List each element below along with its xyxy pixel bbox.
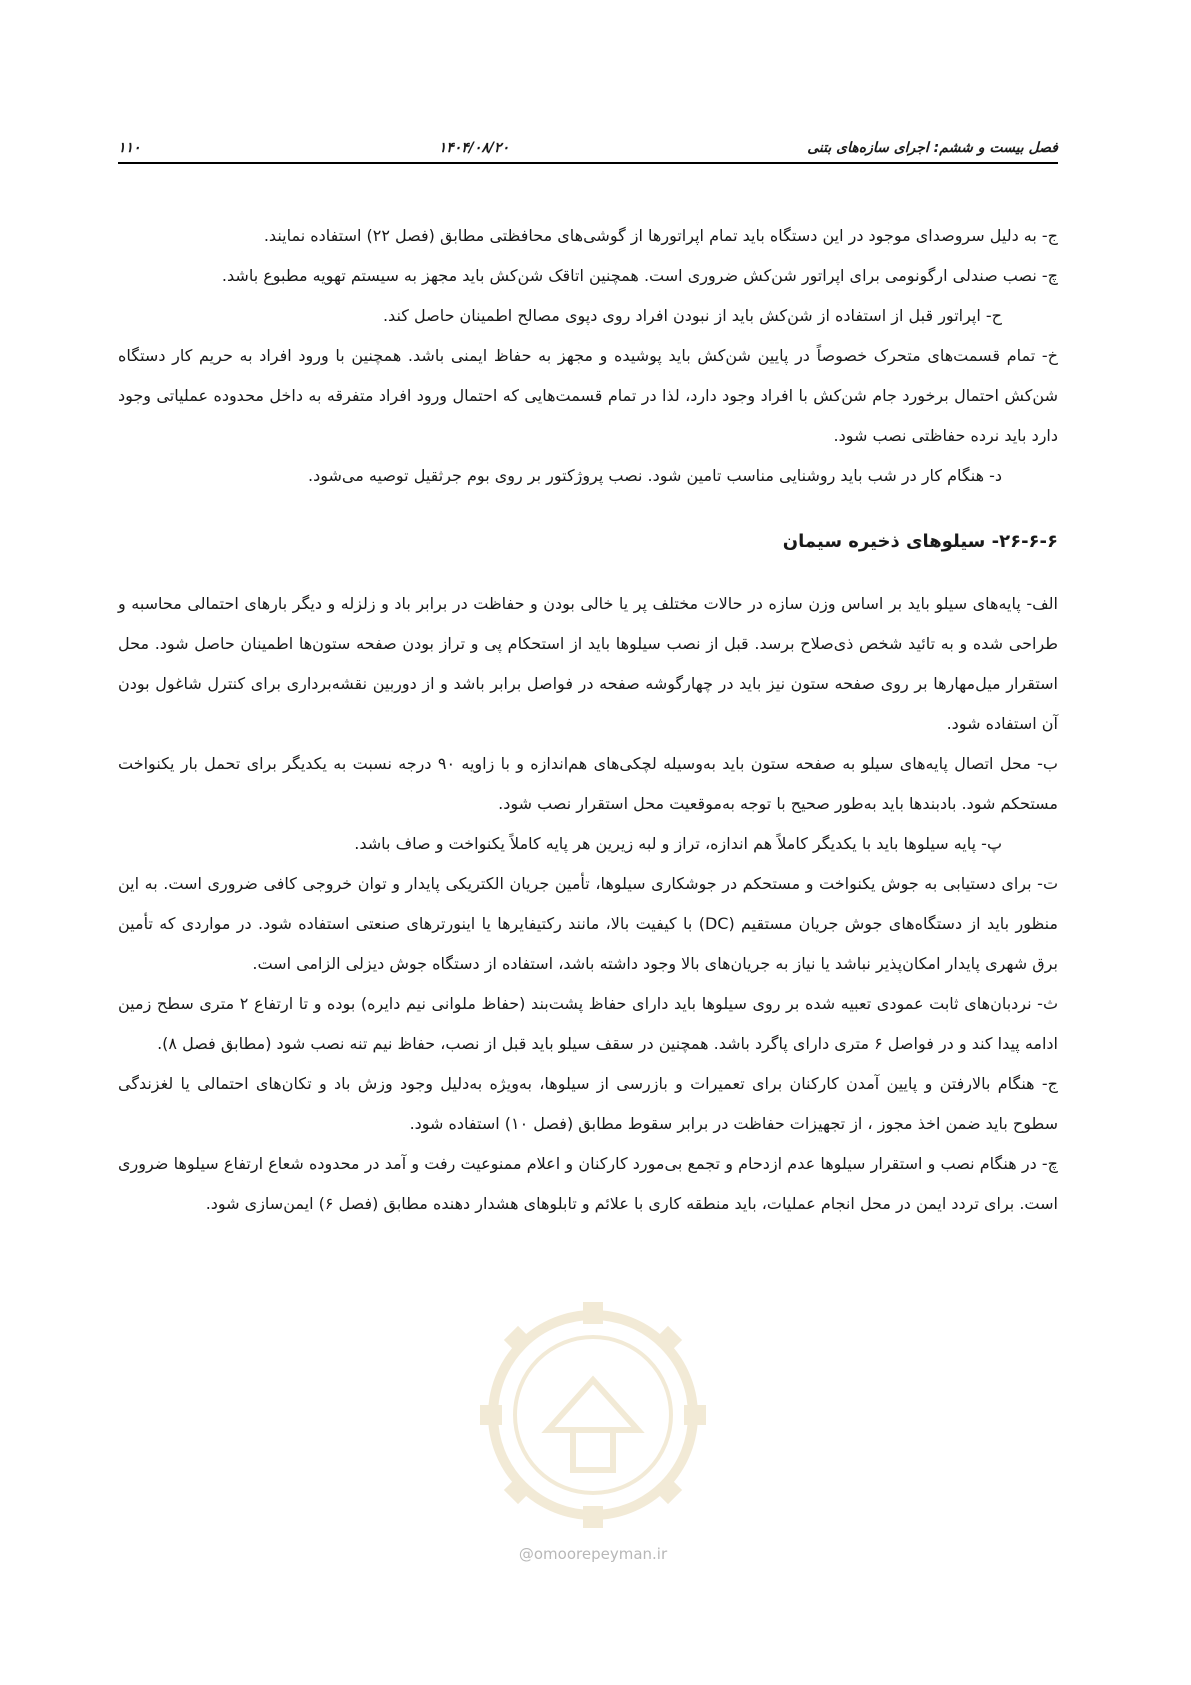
paragraph-se: ث- نردبان‌های ثابت عمودی تعبیه شده بر روی سیلوها باید دارای حفاظ پشت‌بند (حفاظ ملوانی نیم دایره) بوده و تا ارتفاع ۲ متری سطح زمین ادامه پیدا کند و در فواصل ۶ متری دارای پاگرد باشد. همچنین در سقف سیلو باید قبل از نصب، حفاظ نیم تنه نصب شود (مطابق فصل ۸).	[118, 994, 1059, 1053]
section-title: ۲۶-۶-۶- سیلوهای ذخیره سیمان	[782, 531, 1058, 552]
paragraph-be: ب- محل اتصال پایه‌های سیلو به صفحه ستون باید به‌وسیله لچکی‌های هم‌اندازه و با زاویه ۹۰ درجه نسبت به یکدیگر برای تحمل بار یکنواخت مستحکم شود. بادبندها باید به‌طور صحیح با توجه به‌موقعیت محل استقرار نصب شود.	[118, 754, 1058, 813]
paragraph-pe: پ- پایه سیلوها باید با یکدیگر کاملاً هم اندازه، تراز و لبه زیرین هر پایه کاملاً یکنواخت و صاف باشد.	[354, 834, 1002, 853]
watermark-text: @omoorepeyman.ir	[518, 1545, 668, 1563]
paragraph-he: ح- اپراتور قبل از استفاده از شن‌کش باید از نبودن افراد روی دپوی مصالح اطمینان حاصل کند.	[382, 306, 1002, 325]
chapter-title: فصل بیست و ششم: اجرای سازه‌های بتنی	[807, 140, 1058, 156]
header-date: ۱۴۰۴/۰۸/۲۰	[438, 140, 510, 156]
watermark-logo-icon	[478, 1300, 708, 1560]
paragraph-jim: ج- هنگام بالارفتن و پایین آمدن کارکنان برای تعمیرات و بازرسی از سیلوها، به‌ویژه به‌دلیل وجود وزش باد و تکان‌های احتمالی یا لغزندگی سطوح باید ضمن اخذ مجوز ، از تجهیزات حفاظت در برابر سقوط مطابق (فصل ۱۰) استفاده شود.	[118, 1074, 1058, 1133]
paragraph-te: ت- برای دستیابی به جوش یکنواخت و مستحکم در جوشکاری سیلوها، تأمین جریان الکتریکی پایدار و توان خروجی کافی ضروری است. به این منظور باید از دستگاه‌های جوش جریان مستقیم (DC) با کیفیت بالا، مانند رکتیفایرها یا اینورترهای صنعتی استفاده شود. در مواردی که تأمین برق شهری پایدار امکان‌پذیر نباشد یا نیاز به جریان‌های بالا وجود داشته باشد، استفاده از دستگاه جوش دیزلی الزامی است.	[118, 874, 1058, 973]
page-body	[118, 216, 1058, 1224]
paragraph-khe: خ- تمام قسمت‌های متحرک خصوصاً در پایین شن‌کش باید پوشیده و مجهز به حفاظ ایمنی باشد. همچنین با ورود افراد به حریم کار دستگاه شن‌کش احتمال برخورد جام شن‌کش با افراد وجود دارد، لذا در تمام قسمت‌هایی که احتمال ورود افراد متفرقه به داخل محدوده عملیاتی وجود دارد باید نرده حفاظتی نصب شود.	[118, 346, 1058, 445]
paragraph-dal: د- هنگام کار در شب باید روشنایی مناسب تامین شود. نصب پروژکتور بر روی بوم جرثقیل توصیه می‌شود.	[308, 466, 1002, 485]
paragraph-je: ج- به دلیل سروصدای موجود در این دستگاه باید تمام اپراتورها از گوشی‌های محافظتی مطابق (فصل ۲۲) استفاده نمایند.	[263, 226, 1058, 245]
paragraph-chim: چ- در هنگام نصب و استقرار سیلوها عدم ازدحام و تجمع بی‌مورد کارکنان و اعلام ممنوعیت رفت و آمد در محدوده شعاع ارتفاع سیلوها ضروری است. برای تردد ایمن در محل انجام عملیات، باید منطقه کاری با علائم و تابلوهای هشدار دهنده مطابق (فصل ۶) ایمن‌سازی شود.	[118, 1154, 1058, 1213]
page-number: ۱۱۰	[118, 140, 141, 156]
paragraph-che: چ- نصب صندلی ارگونومی برای اپراتور شن‌کش ضروری است. همچنین اتاقک شن‌کش باید مجهز به سیستم تهویه مطبوع باشد.	[221, 266, 1058, 285]
page-header	[118, 128, 1058, 164]
paragraph-alef: الف- پایه‌های سیلو باید بر اساس وزن سازه در حالات مختلف پر یا خالی بودن و حفاظت در برابر باد و زلزله و دیگر بارهای احتمالی محاسبه و طراحی شده و به تائید شخص ذی‌صلاح برسد. قبل از نصب سیلوها باید از استحکام پی و تراز بودن صفحه ستون‌ها اطمینان حاصل شود. محل استقرار میل‌مهارها بر روی صفحه ستون نیز باید در چهارگوشه صفحه در فواصل برابر باشد و از دوربین نقشه‌برداری برای کنترل شاغول بودن آن استفاده شود.	[118, 594, 1058, 733]
